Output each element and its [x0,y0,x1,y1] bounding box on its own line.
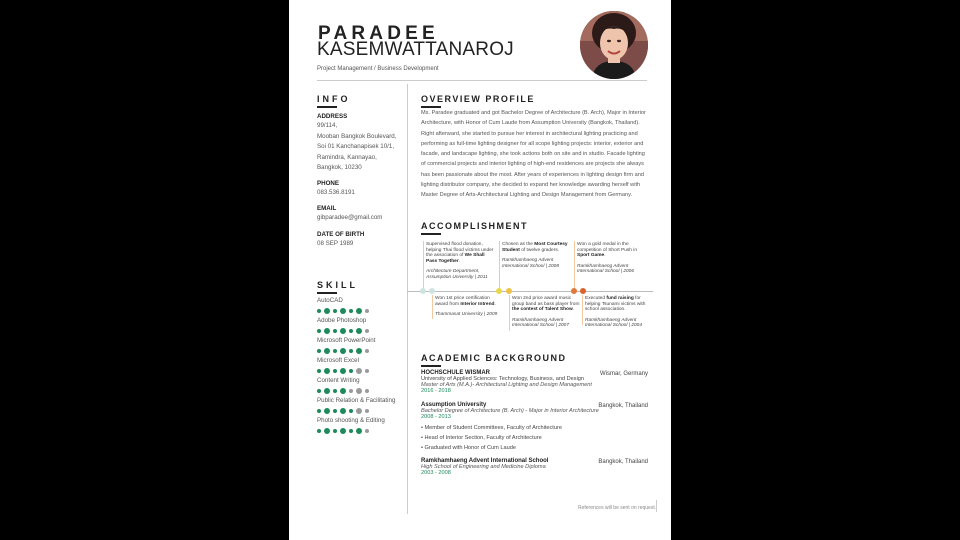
timeline-marker [506,288,512,294]
skill-dot-empty [356,388,362,394]
skill-dot-filled [340,388,346,394]
skill-item [317,297,395,317]
address-line: Bangkok, 10230 [317,164,362,171]
accomplishment-org: Ramkhamhaeng Advent International School | 2006 [577,263,634,275]
skill-rating [317,328,395,334]
school-entry [421,402,648,455]
skill-dot-filled [317,409,321,413]
skill-rating [317,408,395,414]
skill-name: Public Relation & Facilitating [317,397,396,404]
column-divider [407,84,408,514]
skill-dot-filled [317,369,321,373]
school-degree: Master of Arts (M.A.)- Architectural Lighting and Design Management [421,382,592,388]
bullet-text: Graduated with Honor of Cum Laude [424,445,516,451]
timeline-marker [580,288,586,294]
skill-rating [317,368,395,374]
address-label: ADDRESS [317,113,348,120]
accomplishment-text: . [494,301,496,307]
skill-dot-filled [340,328,346,334]
skill-name: Photo shooting & Editing [317,417,385,424]
skill-dot-filled [340,408,346,414]
address-line: 99/114, [317,122,338,129]
accomplishment-heading-bar [421,233,441,235]
accomplishment-highlight: We Shall Pass Together [426,253,485,264]
timeline-marker [496,288,502,294]
skill-dot-empty [365,389,369,393]
dob-label: DATE OF BIRTH [317,231,365,238]
phone-label: PHONE [317,180,340,187]
skill-item [317,377,395,397]
skill-item [317,337,395,357]
email-label: EMAIL [317,205,337,212]
academic-heading: ACADEMIC BACKGROUND [421,353,567,363]
skill-rating [317,348,395,354]
info-heading: INFO [317,94,351,104]
skill-dot-filled [349,409,353,413]
school-entry [421,370,648,394]
accomplishment-org: Ramkhamhaeng Advent International School | 2008 [502,258,559,269]
skill-dot-filled [324,348,330,354]
skill-item [317,417,395,437]
resume-page [289,0,671,540]
skill-dot-empty [365,409,369,413]
skill-dot-filled [333,429,337,433]
accomplishment-text: Executed [585,296,607,301]
skill-item [317,317,395,337]
skill-dot-filled [317,429,321,433]
skill-dot-empty [365,329,369,333]
timeline-connector [582,295,583,325]
address-line: Soi 01 Kanchanapisek 10/1, [317,143,395,150]
accomplishment-text: Chosen as the [502,242,535,247]
accomplishment-item [577,242,645,275]
accomplishment-text: . [458,258,461,264]
accomplishment-item [435,296,503,318]
skill-dot-filled [317,349,321,353]
skill-list [317,297,395,437]
skill-dot-filled [340,428,346,434]
skill-dot-filled [317,309,321,313]
profile-photo [580,11,648,79]
school-location: Bangkok, Thailand [598,459,648,465]
references-note: References will be sent on request. [578,505,657,511]
skill-dot-filled [333,369,337,373]
timeline-marker [420,288,426,294]
skill-dot-filled [349,349,353,353]
timeline-connector [499,241,500,288]
skill-dot-filled [356,348,362,354]
skill-dot-filled [349,429,353,433]
accomplishment-text: . [572,307,575,313]
accomplishment-item [502,242,570,269]
school-bullet: • Member of Student Committees, Faculty of Architecture [421,425,562,431]
accomplishment-org: Ramkhamhaeng Advent International School | 2007 [512,317,569,329]
accomplishment-highlight: Interior Intrend [460,301,495,307]
skill-name: Microsoft PowerPoint [317,337,376,344]
school-bullets [421,425,648,455]
skill-dot-filled [324,428,330,434]
skill-dot-filled [349,329,353,333]
skill-item [317,397,395,417]
skill-rating [317,308,395,314]
accomplishment-text: Won a gold medal in the competition of Short Push in [577,242,637,253]
skill-dot-empty [356,408,362,414]
footer-tick [656,500,657,512]
accomplishment-text: Won 2nd price award music group band as bass player from [512,296,580,307]
skill-dot-empty [356,368,362,374]
school-bullet: • Graduated with Honor of Cum Laude [421,445,516,451]
overview-text: Ms. Paradee graduated and got Bachelor Degree of Architecture (B. Arch), Major in Interior Architecture, with Honor of Cum Laude from Assumption University (Bangkok, Thailand). Right afterward, she started to pursue her interest in architectural lighting practicing and performing as full-time lighting designer for all scope lighting projects: interior, exterior and facade, and landscape lighting, she took actions both on site and in studio. Facade lighting of commercial projects and interior lighting of high-end residences are projects she always has been passionate about the most. After years of experiences in lighting design firm and lighting distributor company, she decided to expand her knowledge awarding herself with Master Degree of Arts-Architectural Lighting and Design Management from Germany. [421,110,646,199]
skill-heading-bar [317,292,337,294]
skill-dot-filled [349,369,353,373]
accomplishment-item [426,242,494,281]
skill-name: Content Writing [317,377,360,384]
school-years: 2008 - 2013 [421,414,451,420]
skill-name: Adobe Photoshop [317,317,367,324]
skill-heading: SKILL [317,280,358,290]
accomplishment-text: of twelve graders. [519,247,560,253]
first-name: PARADEE [318,23,439,44]
skill-dot-filled [317,389,321,393]
skill-dot-filled [333,329,337,333]
accomplishment-org: Architecture Department, Assumption University | 2011 [426,269,488,280]
skill-dot-empty [365,309,369,313]
skill-dot-filled [356,308,362,314]
skill-name: AutoCAD [317,297,343,304]
job-subtitle: Project Management / Business Development [317,66,439,72]
skill-dot-filled [324,408,330,414]
school-degree: Bachelor Degree of Architecture (B. Arch) - Major in Interior Architecture [421,408,599,414]
accomplishment-item [512,296,580,329]
skill-rating [317,388,395,394]
skill-dot-filled [333,389,337,393]
timeline-connector [432,295,433,319]
address-block [317,121,396,174]
skill-dot-filled [333,309,337,313]
school-name: Ramkhamhaeng Advent International School [421,458,549,464]
school-name: Assumption University [421,402,487,408]
skill-dot-filled [324,308,330,314]
timeline-connector [509,295,510,331]
skill-dot-empty [349,389,353,393]
school-degree: High School of Engineering and Medicine Diploma [421,464,546,470]
info-heading-bar [317,106,337,108]
school-bullet: • Head of Interior Section, Faculty of Architecture [421,435,542,441]
skill-dot-filled [340,308,346,314]
skill-dot-filled [333,349,337,353]
school-location: Bangkok, Thailand [598,403,648,409]
overview-heading: OVERVIEW PROFILE [421,94,535,104]
address-line: Ramindra, Kannayao, [317,153,377,161]
skill-rating [317,428,395,434]
skill-dot-empty [365,429,369,433]
timeline-connector [574,241,575,288]
skill-dot-filled [324,388,330,394]
school-location: Wismar, Germany [599,371,648,377]
accomplishment-heading: ACCOMPLISHMENT [421,221,528,231]
school-entry [421,458,648,476]
accomplishment-highlight: the contest of Talent Show [512,307,573,313]
skill-item [317,357,395,377]
skill-dot-filled [340,348,346,354]
header-divider [317,80,647,81]
accomplishment-org: Thammasat University | 2009 [435,312,498,318]
skill-dot-filled [317,329,321,333]
accomplishment-highlight: fund raising [606,296,634,301]
last-name: KASEMWATTANAROJ [317,39,514,60]
skill-name: Microsoft Excel [317,357,359,364]
timeline-marker [429,288,435,294]
accomplishment-highlight: Sport Game [577,253,605,259]
accomplishment-highlight: Most Courtesy Student [502,242,568,253]
bullet-text: Member of Student Committees, Faculty of Architecture [424,425,562,431]
skill-dot-filled [324,328,330,334]
school-years: 2003 - 2008 [421,470,451,476]
address-line: Mooban Bangkok Boulevard, [317,132,397,140]
skill-dot-filled [324,368,330,374]
skill-dot-filled [340,368,346,374]
school-name: HOCHSCHULE WISMAR [421,370,490,376]
timeline-line [407,291,653,292]
skill-dot-filled [349,309,353,313]
skill-dot-empty [365,349,369,353]
skill-dot-filled [333,409,337,413]
accomplishment-text: Supervised flood donation, helping Thai flood victims under the association of [426,242,494,259]
skill-dot-filled [356,328,362,334]
skill-dot-filled [356,428,362,434]
accomplishment-text: . [604,253,606,259]
skill-dot-empty [365,369,369,373]
school-years: 2016 - 2018 [421,388,451,394]
academic-heading-bar [421,365,441,367]
school-subtitle: University of Applied Sciences: Technology, Business, and Design [421,376,585,382]
email-value: gibparadee@gmail.com [317,214,383,221]
accomplishment-text: for helping Tsunami victims with school association. [585,296,646,313]
accomplishment-org: Ramkhamhaeng Advent International School | 2004 [585,317,642,329]
bullet-text: Head of Interior Section, Faculty of Architecture [424,435,542,441]
phone-value: 083.536.8191 [317,189,355,196]
accomplishment-item [585,296,653,329]
portrait-image [580,11,648,79]
accomplishment-text: Won 1st price certification award from [435,296,490,307]
dob-value: 08 SEP 1989 [317,240,354,247]
timeline-connector [423,241,424,288]
timeline-marker [571,288,577,294]
